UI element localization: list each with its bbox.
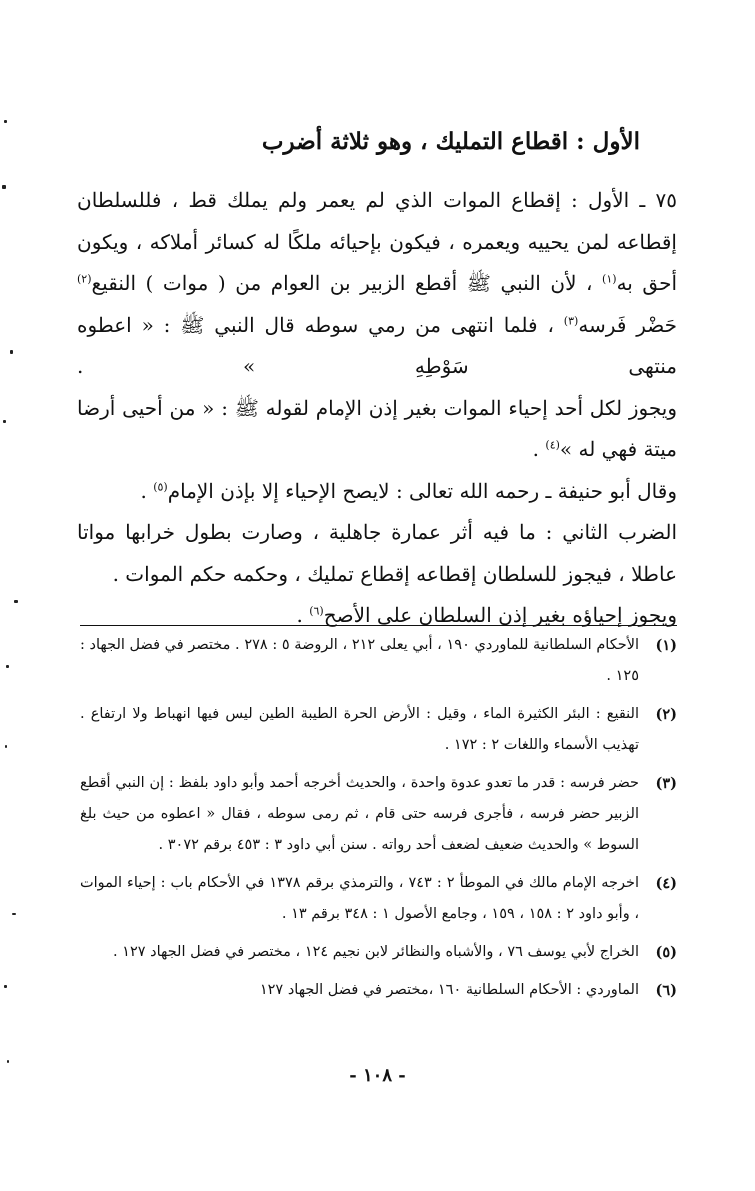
footnote-number: (١) bbox=[655, 637, 677, 654]
paragraph-3 bbox=[77, 471, 677, 513]
footnote-number: (٦) bbox=[655, 982, 677, 999]
scan-speck bbox=[4, 985, 7, 988]
footnote-6 bbox=[80, 975, 677, 1006]
scan-speck bbox=[12, 913, 16, 915]
footnotes bbox=[80, 630, 677, 1013]
footnote-text: حضر فرسه : قدر ما تعدو عدوة واحدة ، والحديث أخرجه أحمد وأبو داود بلفظ : إن النبي أقطع الزبير حضر فرسه ، فأجرى فرسه حتى قام ، ثم رمى سوطه ، فقال « اعطوه من حيث بلغ السوط » والحديث ضعيف لضعف أحد رواته . سنن أبي داود ٣ : ٤٥٣ برقم ٣٠٧٢ . bbox=[80, 775, 639, 853]
footnote-number: (٢) bbox=[655, 706, 677, 723]
paragraph-1-text-d: ، فلما انتهى من رمي سوطه قال النبي ﷺ : « اعطوه منتهى سَوْطِهِ » . bbox=[77, 312, 677, 378]
footnote-ref-2: (٢) bbox=[77, 272, 92, 286]
paragraph-1-text-b: ، لأن النبي ﷺ أقطع الزبير بن العوام من ( موات ) النقيع bbox=[91, 271, 603, 295]
footnote-text: الأحكام السلطانية للماوردي ١٩٠ ، أبي يعلى ٢١٢ ، الروضة ٥ : ٢٧٨ . مختصر في فضل الجهاد : ١٢٥ . bbox=[80, 637, 639, 684]
paragraph-1-text-a: ٧٥ ـ الأول : إقطاع الموات الذي لم يعمر ولم يملك قط ، فللسلطان إقطاعه لمن يحييه ويعمره ، فيكون بإحيائه ملكًا له كسائر أملاكه ، ويكون أحق به bbox=[77, 188, 677, 295]
paragraph-4-text: الضرب الثاني : ما فيه أثر عمارة جاهلية ، وصارت بطول خرابها مواتا عاطلا ، فيجوز للسلطان إقطاعه إقطاع تمليك ، وحكمه حكم الموات . bbox=[77, 520, 677, 586]
footnote-number: (٤) bbox=[655, 875, 677, 892]
paragraph-3-text-b: . bbox=[140, 478, 154, 503]
footnote-4 bbox=[80, 868, 677, 930]
footnote-ref-6: (٦) bbox=[309, 604, 324, 618]
footnote-text: الماوردي : الأحكام السلطانية ١٦٠ ،مختصر في فضل الجهاد ١٢٧ bbox=[259, 982, 639, 998]
scan-speck bbox=[5, 745, 7, 748]
paragraph-4 bbox=[77, 512, 677, 595]
footnote-5 bbox=[80, 937, 677, 968]
paragraph-2 bbox=[77, 388, 677, 471]
paragraph-1 bbox=[77, 180, 677, 388]
main-text bbox=[77, 180, 677, 637]
paragraph-5-text-b: . bbox=[296, 603, 310, 627]
scan-speck bbox=[3, 420, 6, 423]
footnote-3 bbox=[80, 768, 677, 861]
footnote-number: (٣) bbox=[655, 775, 677, 792]
footnote-divider bbox=[80, 625, 677, 626]
paragraph-1-text-c: حَضْر فَرسه bbox=[578, 312, 677, 337]
footnote-2 bbox=[80, 699, 677, 761]
footnote-ref-3: (٣) bbox=[563, 313, 579, 327]
section-heading: الأول : اقطاع التمليك ، وهو ثلاثة أضرب bbox=[261, 128, 640, 155]
footnote-text: النقيع : البئر الكثيرة الماء ، وقيل : الأرض الحرة الطيبة الطين ليس فيها انهباط ولا ارتفاع . تهذيب الأسماء واللغات ٢ : ١٧٢ . bbox=[80, 706, 639, 753]
scan-speck bbox=[7, 1060, 9, 1063]
footnote-ref-4: (٤) bbox=[545, 438, 560, 452]
paragraph-3-text-a: وقال أبو حنيفة ـ رحمه الله تعالى : لايصح الإحياء إلا بإذن الإمام bbox=[167, 478, 677, 503]
footnote-text: الخراج لأبي يوسف ٧٦ ، والأشباه والنظائر لابن نجيم ١٢٤ ، مختصر في فضل الجهاد ١٢٧ . bbox=[112, 944, 639, 960]
scan-speck bbox=[6, 665, 9, 668]
paragraph-2-text-a: ويجوز لكل أحد إحياء الموات بغير إذن الإمام لقوله ﷺ : « من أحيى أرضا ميتة فهي له » bbox=[77, 395, 677, 461]
footnote-text: اخرجه الإمام مالك في الموطأ ٢ : ٧٤٣ ، والترمذي برقم ١٣٧٨ في الأحكام باب : إحياء الموات ، وأبو داود ٢ : ١٥٨ ، ١٥٩ ، وجامع الأصول ١ : ٣٤٨ برقم ١٣ . bbox=[80, 875, 639, 922]
footnote-ref-5: (٥) bbox=[153, 479, 168, 493]
scan-speck bbox=[14, 600, 18, 603]
footnote-1 bbox=[80, 630, 677, 692]
paragraph-5-text-a: ويجوز إحياؤه بغير إذن السلطان على الأصح bbox=[323, 603, 677, 627]
page-number: - ١٠٨ - bbox=[349, 1065, 406, 1086]
scan-speck bbox=[4, 120, 7, 123]
footnote-ref-1: (١) bbox=[602, 272, 617, 286]
paragraph-2-text-b: . bbox=[532, 437, 546, 461]
scan-speck bbox=[2, 185, 6, 189]
scan-speck bbox=[10, 350, 13, 354]
footnote-number: (٥) bbox=[655, 944, 677, 961]
